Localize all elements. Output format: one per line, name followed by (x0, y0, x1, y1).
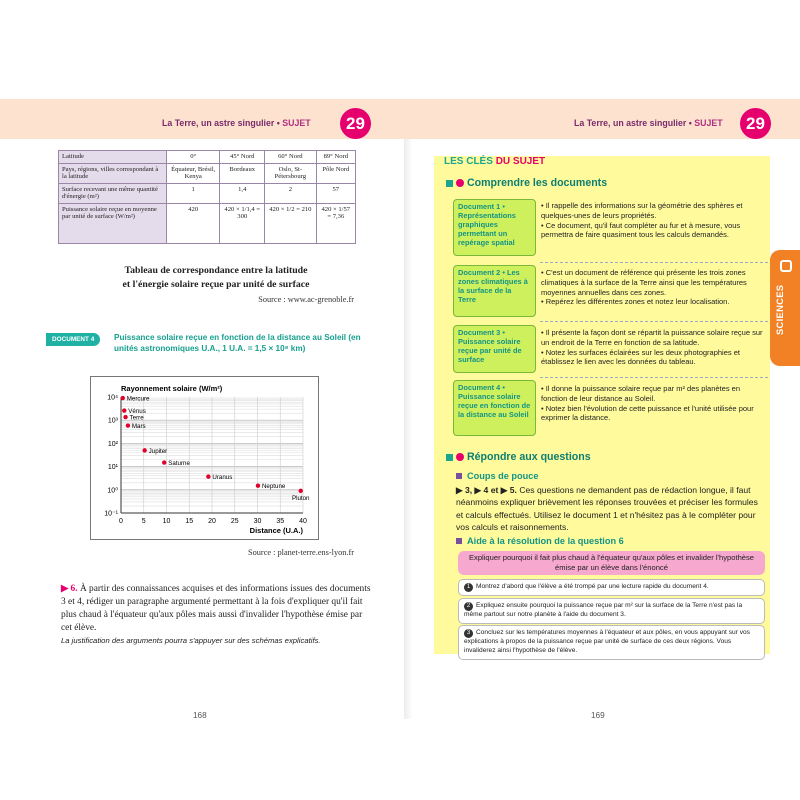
document2-label: Document 2 • Les zones climatiques à la surface de la Terre (453, 265, 536, 317)
data-label: Neptune (261, 483, 286, 491)
document1-label: Document 1 • Représentations graphiques permettant un repérage spatial (453, 199, 536, 256)
table-row (59, 203, 356, 243)
chart-title: Rayonnement solaire (W/m²) (121, 384, 223, 393)
x-tick-label: 0 (119, 518, 123, 525)
table-row (59, 183, 356, 203)
table-cell: 89° Nord (316, 151, 355, 164)
table-row (59, 163, 356, 183)
data-label: Mercure (126, 395, 150, 403)
table-cell: 0° (167, 151, 220, 164)
x-axis-label: Distance (U.A.) (249, 526, 303, 535)
aide-step-1: 1 Montrez d'abord que l'élève a été trompé par une lecture rapide du document 4. (458, 579, 765, 596)
x-tick-label: 40 (299, 518, 307, 525)
data-label: Uranus (212, 474, 233, 482)
page-number-right: 169 (591, 711, 605, 720)
document3-text: • Il présente la façon dont se répartit la puissance solaire reçue sur un endroit de la Terre en fonction de sa latitude. • Notez les surfaces éclairées sur les deux photographies et établissez le lien avec les données du tableau. (541, 328, 763, 367)
data-label: Saturne (168, 460, 190, 468)
data-point (162, 460, 166, 464)
cles-title: LES CLÉS DU SUJET (444, 156, 546, 167)
coups-de-pouce-text: ▶ 3, ▶ 4 et ▶ 5. Ces questions ne demandent pas de rédaction longue, il faut néanmoins expliquer brièvement les réponses trouvées et préciser les formules et calculs effectués. Utilisez le document 1 et n'hésitez pas à le compléter pour vos calculs et raisonnements. (456, 485, 758, 533)
table-cell: 60° Nord (265, 151, 317, 164)
aide-step-3: 3 Concluez sur les températures moyennes à l'équateur et aux pôles, en vous appuyant sur vos explications à propos de la puissance reçue par unité de surface de ces deux régions. Vous invaliderez ainsi l'hypothèse de l'élève. (458, 625, 765, 660)
microscope-icon (780, 260, 792, 272)
coups-de-pouce-heading: Coups de pouce (456, 471, 538, 481)
document4-text: • Il donne la puissance solaire reçue par m² des planètes en fonction de leur distance au Soleil. • Notez bien l'évolution de cette puissance et l'unité utilisée pour exprimer la distance. (541, 384, 754, 423)
data-label: Terre (129, 414, 144, 422)
radiation-chart (91, 377, 320, 541)
aide-heading: Aide à la résolution de la question 6 (456, 536, 624, 546)
data-label: Jupiter (148, 447, 168, 455)
document4-label: Document 4 • Puissance solaire reçue en fonction de la distance au Soleil (453, 380, 536, 436)
table-cell: 420 (167, 203, 220, 243)
table-cell: 420 × 1/57 = 7,36 (316, 203, 355, 243)
x-tick-label: 15 (185, 518, 194, 525)
book-gutter (404, 139, 418, 719)
dot-icon (456, 453, 464, 461)
table-caption-line2: et l'énergie solaire reçue par unité de surface (122, 279, 310, 290)
square-icon (456, 473, 462, 479)
table-cell: 420 × 1/1,4 = 300 (220, 203, 265, 243)
square-icon (446, 454, 453, 461)
document2-text: • C'est un document de référence qui présente les trois zones climatiques à la surface de la Terre ainsi que les températures moyennes annuelles dans ces zones. • Repérez les différentes zones et notez leur localisation. (541, 268, 747, 307)
document4-tag: DOCUMENT 4 (46, 333, 100, 346)
y-tick-label: 10¹ (107, 464, 118, 472)
y-tick-label: 10⁴ (107, 394, 118, 402)
aide-step-2: 2 Expliquez ensuite pourquoi la puissance reçue par m² sur la surface de la Terre n'est pas la même partout sur notre planète à l'aide du document 3. (458, 598, 765, 624)
y-tick-label: 10² (107, 440, 118, 448)
data-label: Mars (131, 423, 146, 431)
x-tick-label: 35 (276, 518, 285, 525)
x-tick-label: 20 (208, 518, 216, 525)
table-cell: Pôle Nord (316, 163, 355, 183)
question-6-note: La justification des arguments pourra s'appuyer sur des schémas explicatifs. (61, 636, 321, 645)
data-point (206, 474, 210, 478)
x-tick-label: 5 (141, 518, 146, 525)
table-cell: 1 (167, 183, 220, 203)
data-point (256, 484, 260, 488)
latitude-table (58, 150, 356, 244)
document1-text: • Il rappelle des informations sur la géométrie des sphères et quelques-unes de leurs propriétés. • Ce document, qu'il faut compléter au fur et à mesure, vous permettra de faire quasiment tous les calculs demandés. (541, 201, 743, 240)
data-point (123, 415, 127, 419)
right-subject-badge: 29 (740, 108, 771, 139)
data-point (122, 408, 126, 412)
left-subject-badge: 29 (340, 108, 371, 139)
y-tick-label: 10⁰ (107, 487, 118, 495)
right-header-title: La Terre, un astre singulier • SUJET (574, 118, 723, 128)
data-label: Vénus (128, 408, 146, 416)
question-6 (61, 583, 371, 635)
left-header-title: La Terre, un astre singulier • SUJET (162, 118, 311, 128)
table-cell: Équateur, Brésil, Kenya (167, 163, 220, 183)
table-cell: 420 × 1/2 = 210 (265, 203, 317, 243)
y-tick-label: 10³ (107, 417, 118, 425)
data-point (299, 489, 303, 493)
table-cell: 1,4 (220, 183, 265, 203)
data-point (121, 396, 125, 400)
data-point (126, 423, 130, 427)
table-cell: 57 (316, 183, 355, 203)
table-row (59, 151, 356, 164)
table-cell: 2 (265, 183, 317, 203)
aide-intro: Expliquer pourquoi il fait plus chaud à l'équateur qu'aux pôles et invalider l'hypothèse émise par un élève dans l'énoncé (458, 551, 765, 575)
x-tick-label: 10 (162, 518, 171, 525)
square-icon (446, 180, 453, 187)
sciences-tab: SCIENCES (770, 250, 800, 366)
chart-source: Source : planet-terre.ens-lyon.fr (248, 548, 354, 557)
x-tick-label: 25 (230, 518, 239, 525)
row-label: Latitude (59, 151, 167, 164)
row-label: Pays, régions, villes correspondant à la latitude (59, 163, 167, 183)
question-6-marker: ▶ 6. (61, 584, 78, 594)
divider (540, 262, 768, 263)
document4-title: Puissance solaire reçue en fonction de la distance au Soleil (en unités astronomiques U.A., 1 U.A. = 1,5 × 10⁸ km) (114, 333, 361, 354)
section-repondre: Répondre aux questions (446, 451, 591, 463)
question-6-text: À partir des connaissances acquises et des informations issues des documents 3 et 4, rédiger un paragraphe argumenté permettant à la fois d'expliquer qu'il fait plus chaud à l'équateur qu'aux pôles mais aussi d'invalider l'hypothèse émise par cet élève. (61, 584, 371, 633)
table-cell: 45° Nord (220, 151, 265, 164)
dot-icon (456, 179, 464, 187)
row-label: Surface recevant une même quantité d'énergie (m²) (59, 183, 167, 203)
page-number-left: 168 (193, 711, 207, 720)
table-caption-line1: Tableau de correspondance entre la latitude (124, 265, 308, 276)
table-cell: Bordeaux (220, 163, 265, 183)
divider (540, 377, 768, 378)
document3-label: Document 3 • Puissance solaire reçue par unité de surface (453, 325, 536, 373)
table-cell: Oslo, St-Pétersbourg (265, 163, 317, 183)
data-label: Pluton (291, 494, 310, 502)
row-label: Puissance solaire reçue en moyenne par unité de surface (W/m²) (59, 203, 167, 243)
y-tick-label: 10⁻¹ (104, 510, 118, 518)
data-point (142, 448, 146, 452)
chart-frame (90, 376, 319, 540)
divider (540, 321, 768, 322)
x-tick-label: 30 (253, 518, 262, 525)
section-comprendre: Comprendre les documents (446, 177, 607, 189)
table-source: Source : www.ac-grenoble.fr (258, 295, 354, 304)
square-icon (456, 538, 462, 544)
